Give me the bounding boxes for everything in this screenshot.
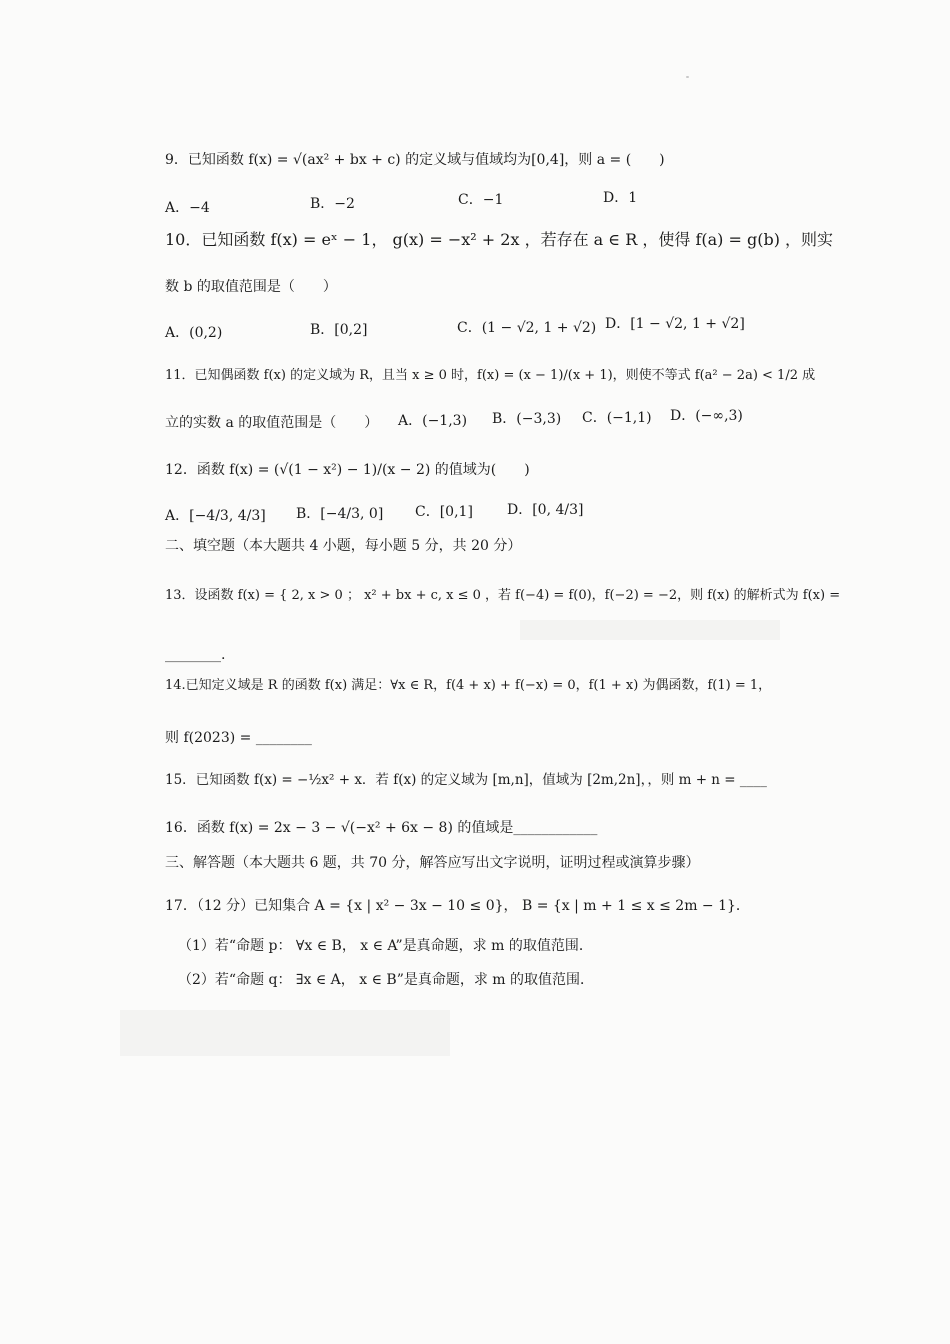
q9-option-a: A．−4 <box>165 200 210 216</box>
q15-stem: 15．已知函数 f(x) = −½x² + x．若 f(x) 的定义域为 [m,n]，值域为 [2m,2n]，，则 m + n = ____ <box>165 772 767 788</box>
q13-line2: ________. <box>165 647 226 663</box>
q12-option-a: A．[−4/3, 4/3] <box>165 508 266 524</box>
q11-line1: 11．已知偶函数 f(x) 的定义域为 R，且当 x ≥ 0 时，f(x) = (x − 1)/(x + 1)，则使不等式 f(a² − 2a) < 1/2 成 <box>165 368 816 383</box>
q10-option-a: A．(0,2) <box>165 325 223 341</box>
q14-line2: 则 f(2023) = ________ <box>165 730 312 746</box>
q17-part2: （2）若“命题 q： ∃x ∈ A， x ∈ B”是真命题，求 m 的取值范围． <box>178 972 595 988</box>
q9-stem: 9．已知函数 f(x) = √(ax² + bx + c) 的定义域与值域均为[0,4]，则 a = ( ) <box>165 152 665 168</box>
q13-line1: 13．设函数 f(x) = { 2, x > 0 ； x² + bx + c, x ≤ 0 ，若 f(−4) = f(0)，f(−2) = −2，则 f(x) 的解析式为 f(x) = <box>165 588 841 603</box>
q12-option-d: D．[0, 4/3] <box>507 502 584 518</box>
q9-option-b: B．−2 <box>310 196 355 212</box>
scan-smudge <box>120 1010 450 1056</box>
section-solution-heading: 三、解答题（本大题共 6 题，共 70 分，解答应写出文字说明，证明过程或演算步骤） <box>165 855 700 871</box>
scan-speck <box>686 76 689 78</box>
q12-stem: 12．函数 f(x) = (√(1 − x²) − 1)/(x − 2) 的值域为( ) <box>165 462 530 478</box>
q17-part1: （1）若“命题 p： ∀x ∈ B， x ∈ A”是真命题，求 m 的取值范围． <box>178 938 593 954</box>
q12-option-c: C．[0,1] <box>415 504 473 520</box>
q10-line1: 10．已知函数 f(x) = eˣ − 1， g(x) = −x² + 2x ，若存在 a ∈ R ，使得 f(a) = g(b) ，则实 <box>165 230 834 249</box>
q14-line1: 14.已知定义域是 R 的函数 f(x) 满足：∀x ∈ R，f(4 + x) + f(−x) = 0，f(1 + x) 为偶函数，f(1) = 1， <box>165 678 772 693</box>
q16-stem: 16．函数 f(x) = 2x − 3 − √(−x² + 6x − 8) 的值域是____________ <box>165 820 598 836</box>
q10-option-d: D．[1 − √2, 1 + √2] <box>605 316 745 332</box>
q12-option-b: B．[−4/3, 0] <box>296 506 384 522</box>
q10-option-b: B．[0,2] <box>310 322 368 338</box>
q11-line2: 立的实数 a 的取值范围是（ ） <box>165 415 379 431</box>
q10-line2: 数 b 的取值范围是（ ） <box>165 279 337 295</box>
scan-smudge <box>520 620 780 640</box>
q11-option-c: C．(−1,1) <box>582 410 652 426</box>
q9-option-d: D．1 <box>603 190 638 206</box>
q11-option-a: A．(−1,3) <box>398 413 468 429</box>
q9-option-c: C．−1 <box>458 192 504 208</box>
q17-stem: 17．（12 分）已知集合 A = {x | x² − 3x − 10 ≤ 0}， B = {x | m + 1 ≤ x ≤ 2m − 1}． <box>165 898 750 914</box>
section-fill-in-heading: 二、填空题（本大题共 4 小题，每小题 5 分，共 20 分） <box>165 538 522 554</box>
q11-option-b: B．(−3,3) <box>492 411 562 427</box>
q10-option-c: C．(1 − √2, 1 + √2) <box>457 320 597 336</box>
q11-option-d: D．(−∞,3) <box>670 408 743 424</box>
